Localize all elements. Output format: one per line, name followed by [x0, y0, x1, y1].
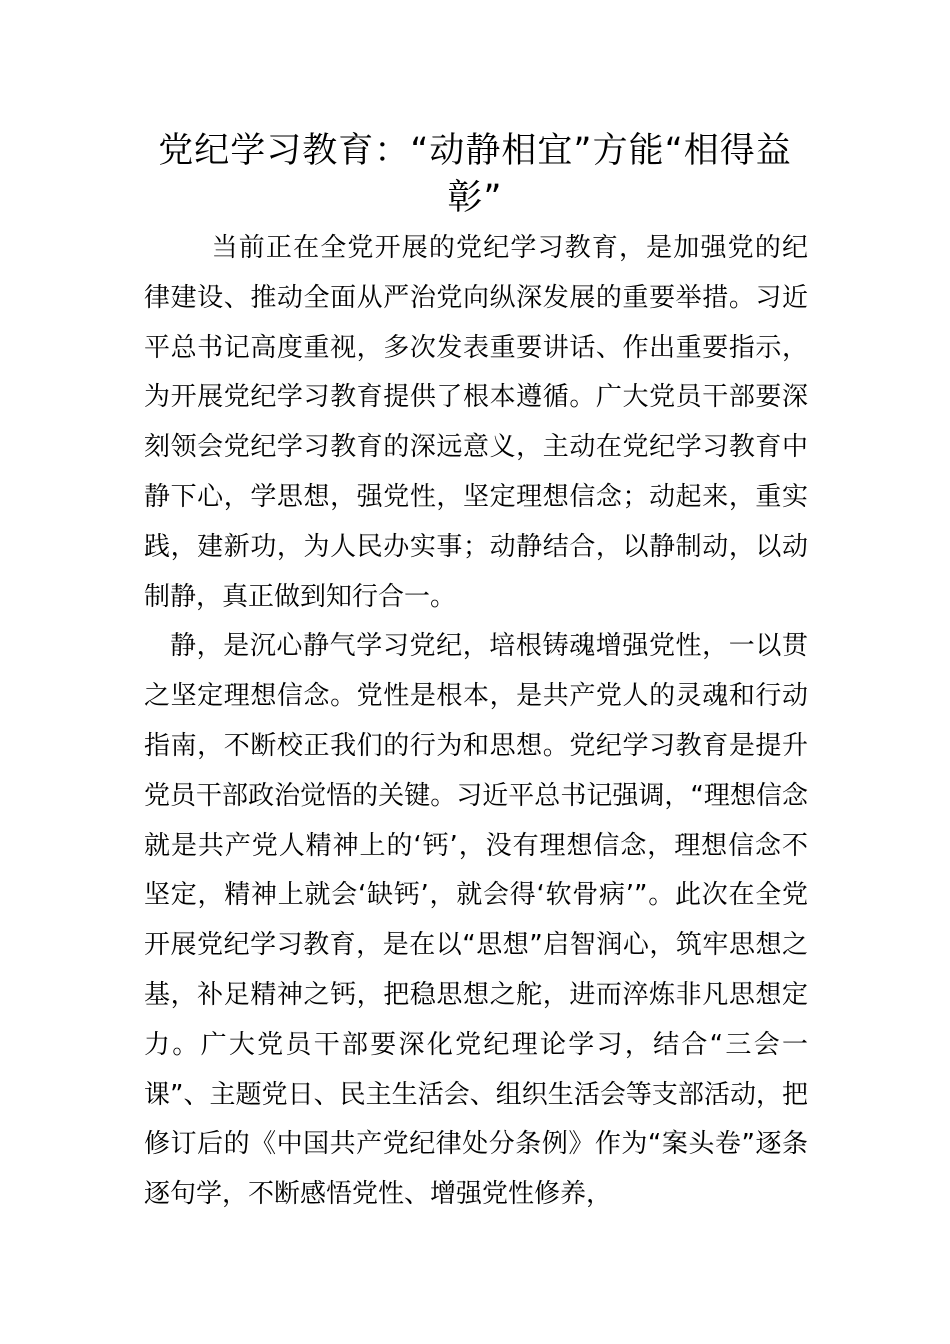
document-body: [144, 224, 808, 1220]
document-title: 党纪学习教育：“动静相宜”方能“相得益彰”: [158, 131, 792, 218]
paragraph-intro: 当前正在全党开展的党纪学习教育，是加强党的纪律建设、推动全面从严治党向纵深发展的重要举措。习近平总书记高度重视，多次发表重要讲话、作出重要指示，为开展党纪学习教育提供了根本遵循。广大党员干部要深刻领会党纪学习教育的深远意义，主动在党纪学习教育中静下心，学思想，强党性，坚定理想信念；动起来，重实践，建新功，为人民办实事；动静结合，以静制动，以动制静，真正做到知行合一。: [144, 233, 808, 612]
paragraph-jing: 静，是沉心静气学习党纪，培根铸魂增强党性，一以贯之坚定理想信念。党性是根本，是共产党人的灵魂和行动指南，不断校正我们的行为和思想。党纪学习教育是提升党员干部政治觉悟的关键。习近平总书记强调，“理想信念就是共产党人精神上的‘钙’，没有理想信念，理想信念不坚定，精神上就会‘缺钙’，就会得‘软骨病’”。此次在全党开展党纪学习教育，是在以“思想”启智润心，筑牢思想之基，补足精神之钙，把稳思想之舵，进而淬炼非凡思想定力。广大党员干部要深化党纪理论学习，结合“三会一课”、主题党日、民主生活会、组织生活会等支部活动，把修订后的《中国共产党纪律处分条例》作为“案头卷”逐条逐句学，不断感悟党性、增强党性修养，: [144, 631, 808, 1210]
